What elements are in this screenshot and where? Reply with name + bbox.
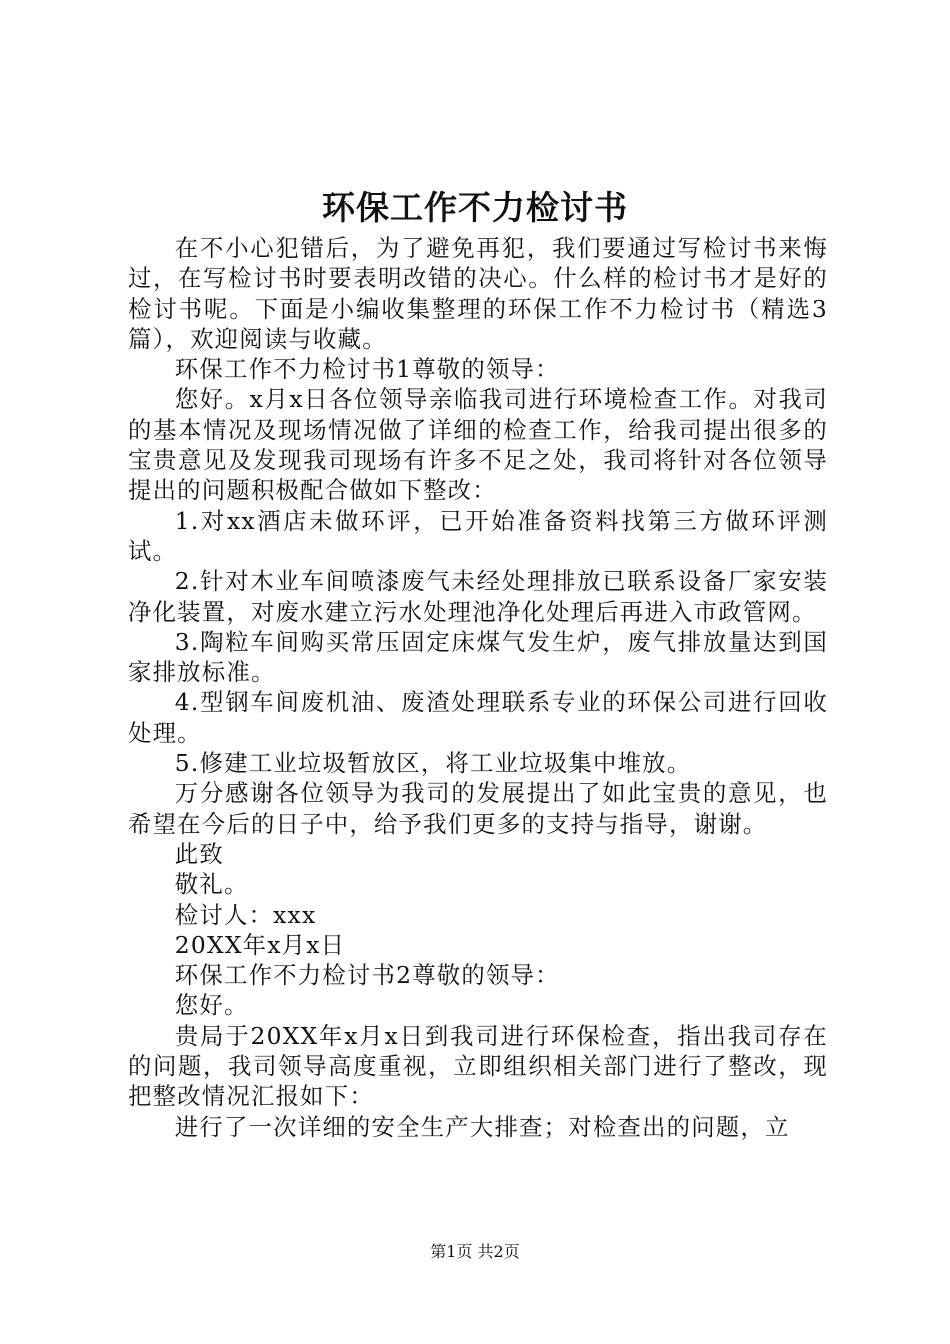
rectification-item-4: 4.型钢车间废机油、废渣处理联系专业的环保公司进行回收处理。	[128, 688, 828, 747]
document-title: 环保工作不力检讨书	[322, 188, 628, 227]
letter-1-greeting: 您好。x月x日各位领导亲临我司进行环境检查工作。对我司的基本情况及现场情况做了详细的检查工作，给我司提出很多的宝贵意见及发现我司现场有许多不足之处，我司将针对各位领导提出的问题积极配合做如下整改：	[128, 385, 828, 505]
rectification-item-3: 3.陶粒车间购买常压固定床煤气发生炉，废气排放量达到国家排放标准。	[128, 627, 828, 687]
letter-2-heading: 环保工作不力检讨书2尊敬的领导：	[174, 961, 560, 990]
closing-regards: 敬礼。	[174, 870, 249, 899]
rectification-item-1: 1.对xx酒店未做环评，已开始准备资料找第三方做环评测试。	[128, 506, 828, 565]
letter-date: 20XX年x月x日	[174, 930, 346, 959]
page-number-footer: 第1页 共2页	[430, 1242, 520, 1261]
closing-salutation: 此致	[174, 839, 224, 868]
letter-1-heading: 环保工作不力检讨书1尊敬的领导：	[174, 355, 560, 384]
rectification-item-2: 2.针对木业车间喷漆废气未经处理排放已联系设备厂家安装净化装置，对废水建立污水处理池净化处理后再进入市政管网。	[128, 567, 828, 626]
rectification-item-5: 5.修建工业垃圾暂放区，将工业垃圾集中堆放。	[174, 749, 692, 778]
letter-2-greeting: 您好。	[174, 991, 249, 1020]
intro-paragraph: 在不小心犯错后，为了避免再犯，我们要通过写检讨书来悔过，在写检讨书时要表明改错的决心。什么样的检讨书才是好的检讨书呢。下面是小编收集整理的环保工作不力检讨书（精选3篇），欢迎阅读与收藏。	[128, 234, 828, 353]
thanks-paragraph: 万分感谢各位领导为我司的发展提出了如此宝贵的意见，也希望在今后的日子中，给予我们更多的支持与指导，谢谢。	[128, 779, 828, 838]
signatory: 检讨人：xxx	[174, 900, 317, 929]
letter-2-paragraph: 贵局于20XX年x月x日到我司进行环保检查，指出我司存在的问题，我司领导高度重视，立即组织相关部门进行了整改，现把整改情况汇报如下：	[128, 1021, 828, 1111]
letter-2-continuation: 进行了一次详细的安全生产大排查；对检查出的问题，立	[174, 1112, 790, 1141]
document-body	[128, 233, 828, 1142]
